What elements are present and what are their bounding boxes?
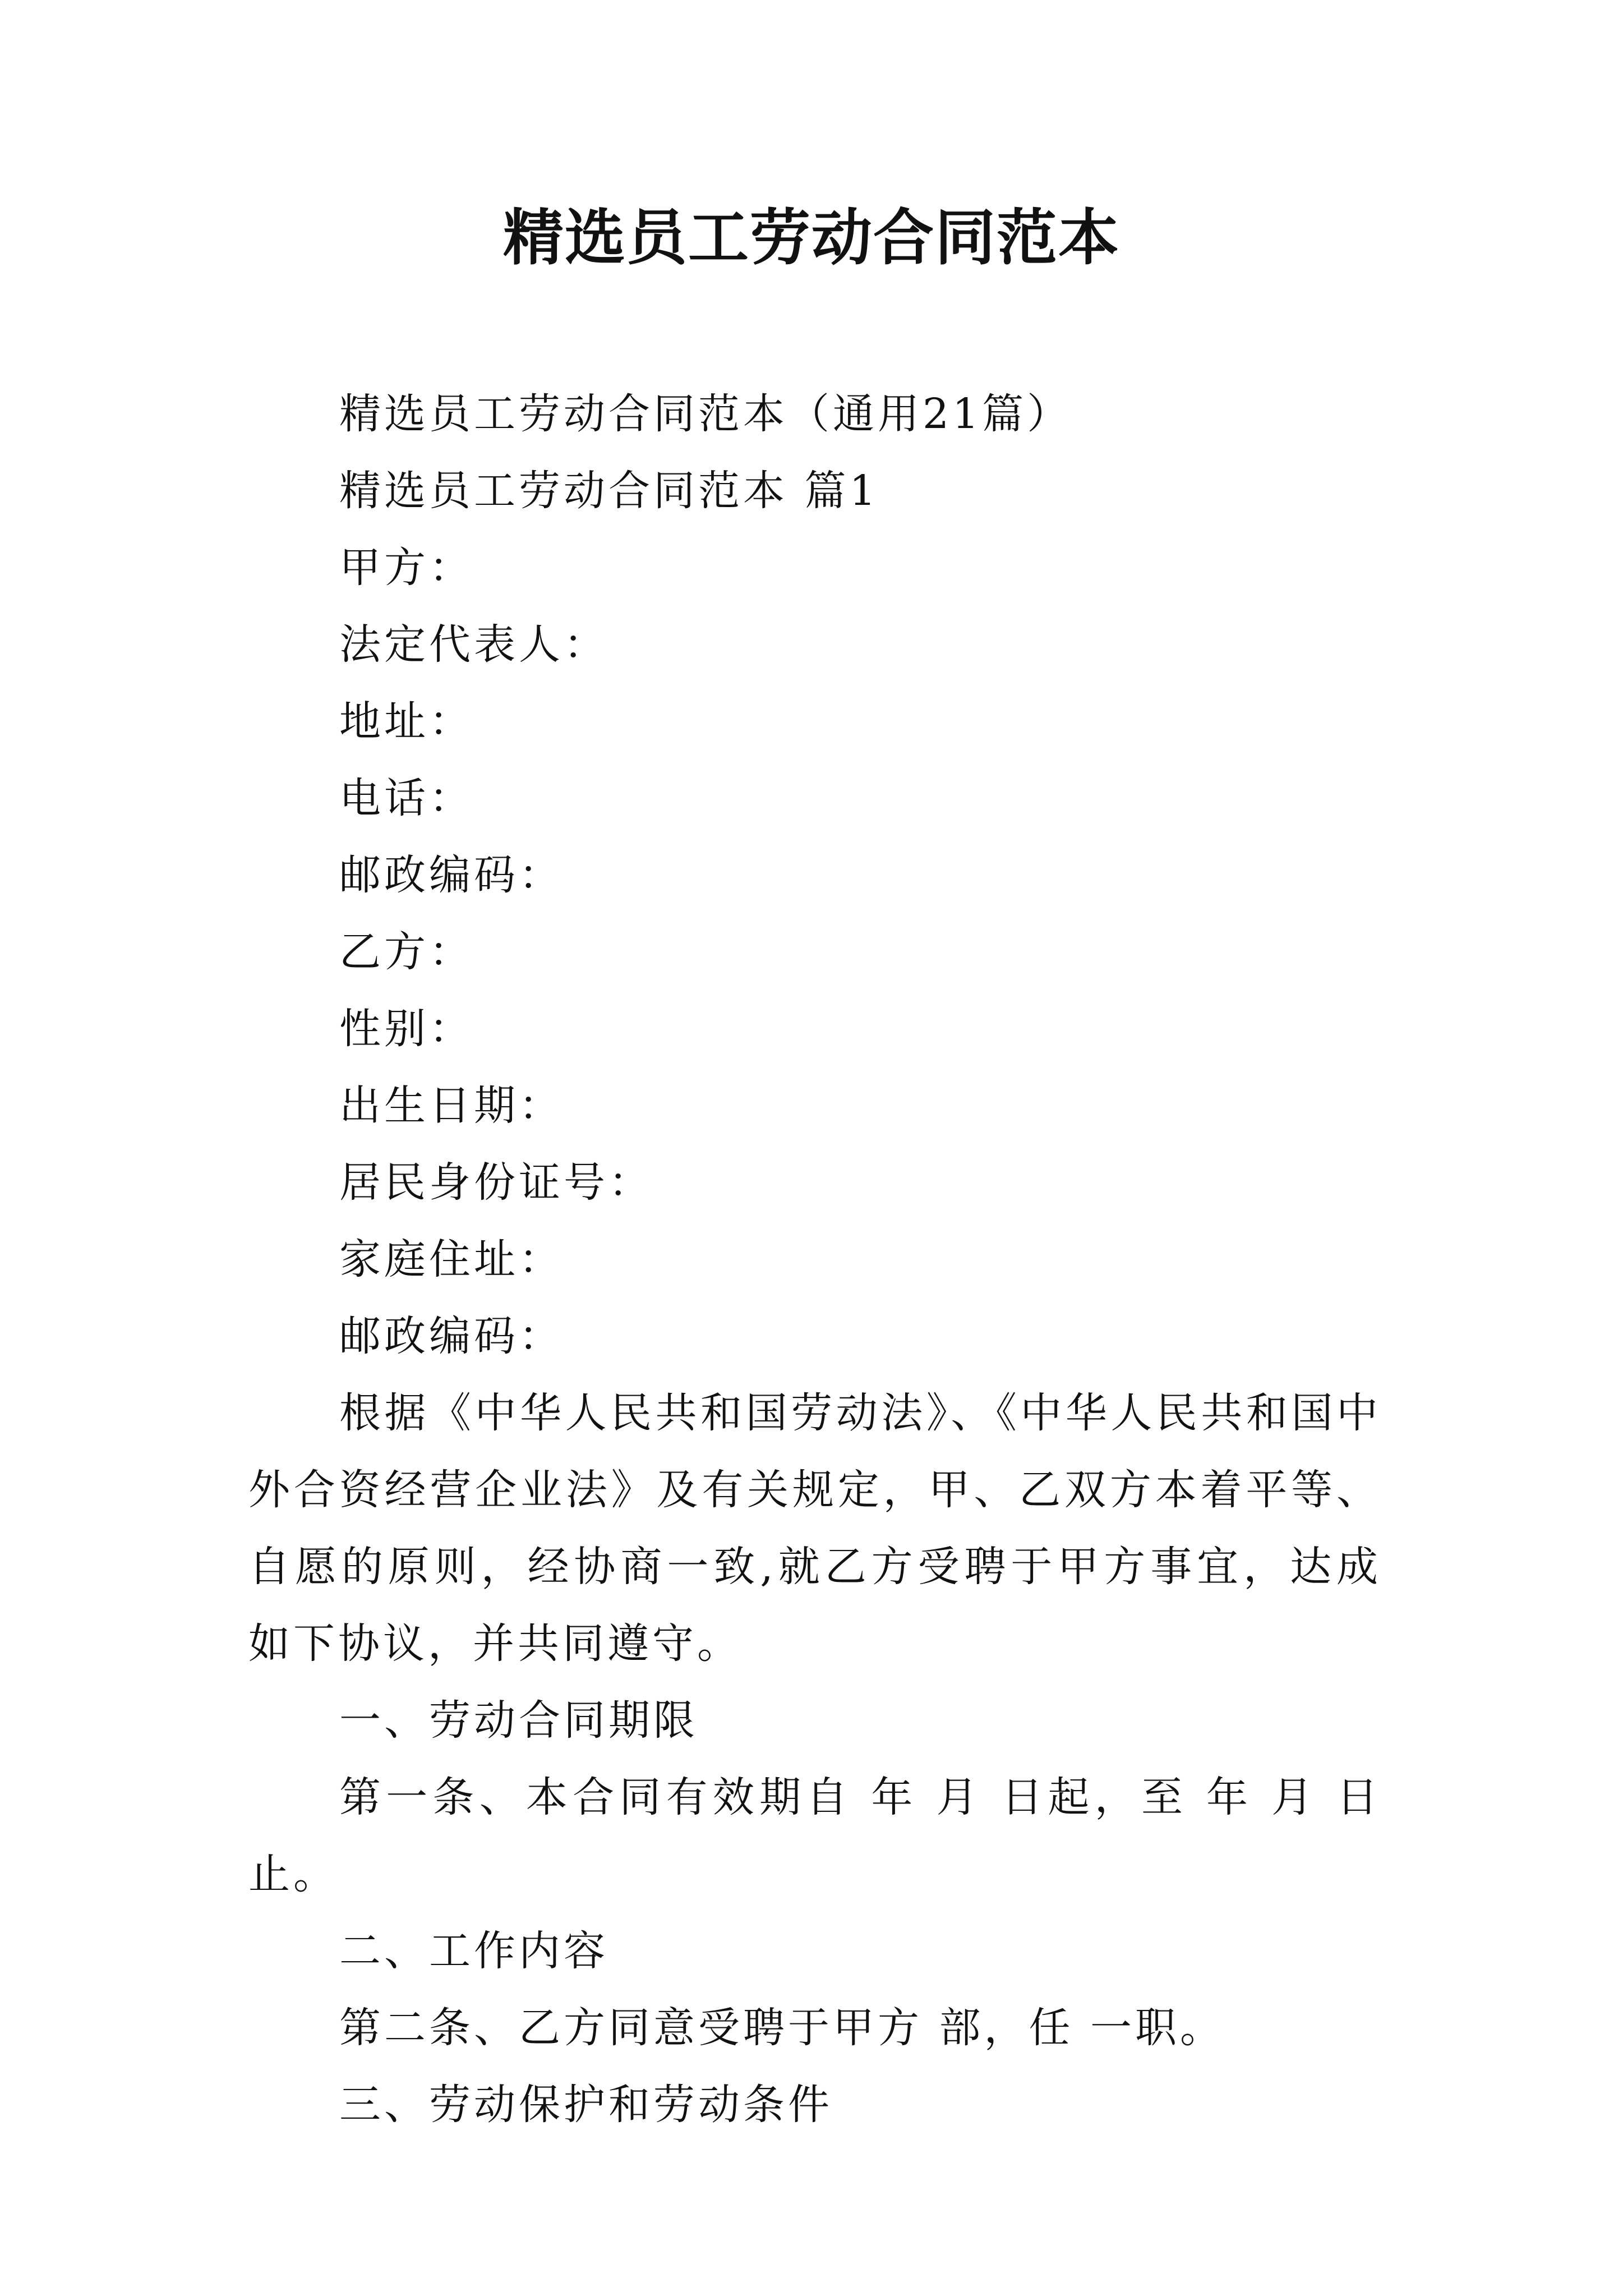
document-title: 精选员工劳动合同范本 (502, 203, 1120, 273)
paragraph-subtitle: 精选员工劳动合同范本（通用21篇） (339, 390, 1072, 438)
field-postal-code-a: 邮政编码： (339, 851, 564, 899)
field-phone: 电话： (339, 774, 474, 822)
heading-labor-protection: 三、劳动保护和劳动条件 (339, 2081, 833, 2129)
field-party-b: 乙方： (339, 928, 474, 976)
paragraph-preamble: 根据《中华人民共和国劳动法》、《中华人民共和国中外合资经营企业法》及有关规定，甲、乙双方本着平等、自愿的原则，经协商一致,就乙方受聘于甲方事宜，达成如下协议，并共同遵守。 (248, 1389, 1381, 1668)
document-body (248, 376, 1381, 2143)
heading-contract-term: 一、劳动合同期限 (339, 1696, 698, 1745)
field-gender: 性别： (339, 1005, 474, 1053)
field-home-address: 家庭住址： (339, 1235, 564, 1283)
field-address: 地址： (339, 697, 474, 746)
field-birth-date: 出生日期： (339, 1082, 564, 1130)
field-party-a: 甲方： (339, 544, 474, 592)
field-id-number: 居民身份证号： (339, 1158, 653, 1207)
field-postal-code-b: 邮政编码： (339, 1312, 564, 1360)
paragraph-section-heading: 精选员工劳动合同范本 篇1 (339, 467, 879, 515)
heading-work-content: 二、工作内容 (339, 1927, 608, 1975)
article-1: 第一条、本合同有效期自 年 月 日起，至 年 月 日止。 (248, 1773, 1381, 1898)
article-2: 第二条、乙方同意受聘于甲方 部，任 一职。 (339, 2004, 1225, 2052)
field-legal-representative: 法定代表人： (339, 620, 608, 669)
